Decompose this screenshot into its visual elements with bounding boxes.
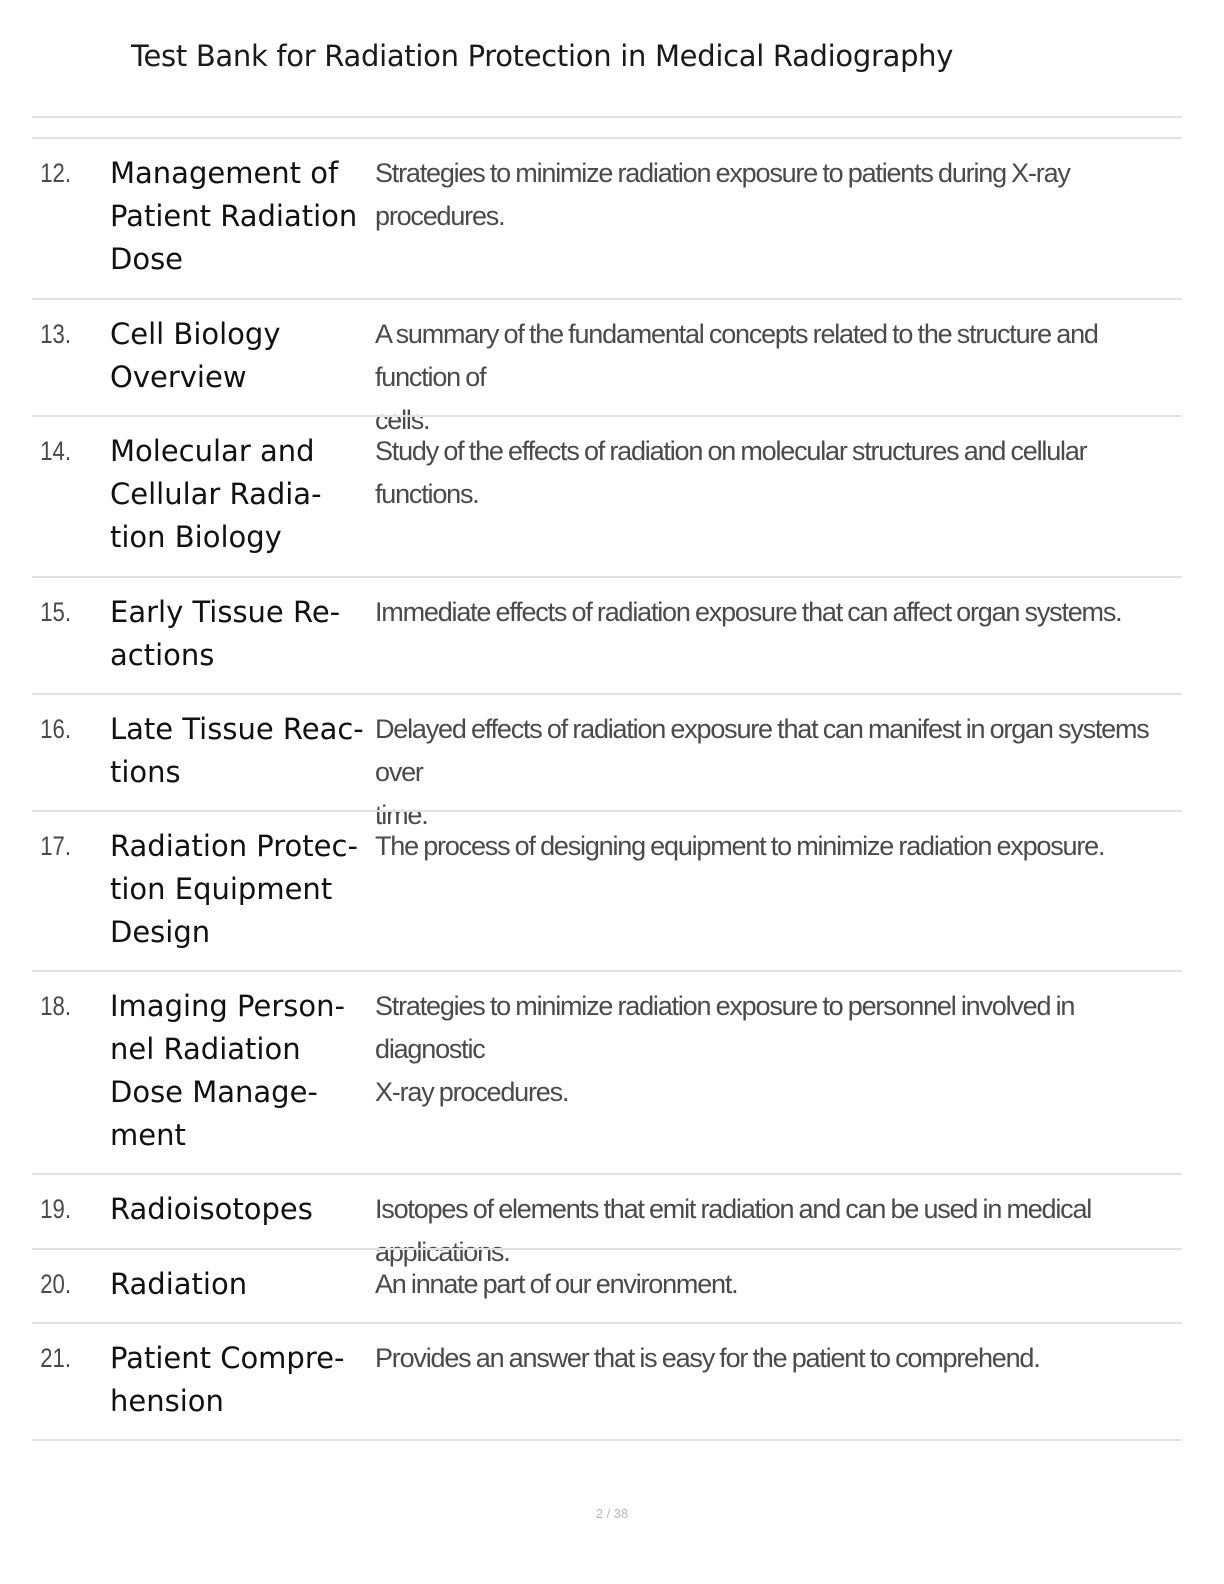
- term-number: 16.: [40, 714, 71, 744]
- term-definition: Strategies to minimize radiation exposure to patients during X-ray procedures.: [375, 158, 1070, 231]
- term-name: Radioisotopes: [110, 1192, 313, 1226]
- term-row: [32, 576, 1182, 693]
- term-definition: Delayed effects of radiation exposure that can manifest in organ systems over time.: [375, 714, 1149, 830]
- term-name: Radiation Protec- tion Equipment Design: [110, 829, 358, 949]
- term-name: Management of Patient Radiation Dose: [110, 156, 358, 276]
- term-row: [32, 1173, 1182, 1267]
- term-number: 14.: [40, 436, 71, 466]
- page-number: 2 / 38: [595, 1506, 629, 1521]
- term-row: [32, 1322, 1182, 1441]
- header-divider: [32, 116, 1182, 118]
- term-name: Molecular and Cellular Radia- tion Biology: [110, 434, 322, 554]
- term-name: Patient Compre- hension: [110, 1341, 345, 1418]
- term-row: [32, 693, 1182, 830]
- term-name: Cell Biology Overview: [110, 317, 281, 394]
- term-number: 12.: [40, 158, 71, 188]
- term-row: [32, 810, 1182, 970]
- term-number: 13.: [40, 319, 71, 349]
- term-name: Early Tissue Re- actions: [110, 595, 341, 672]
- document-title: Test Bank for Radiation Protection in Medical Radiography: [131, 39, 954, 73]
- term-row: [32, 970, 1182, 1173]
- term-definition: The process of designing equipment to minimize radiation exposure.: [375, 831, 1105, 861]
- term-table: [32, 137, 1182, 1441]
- term-definition: A summary of the fundamental concepts related to the structure and function of cells.: [375, 319, 1098, 435]
- term-definition: Immediate effects of radiation exposure that can affect organ systems.: [375, 597, 1122, 627]
- term-number: 17.: [40, 831, 71, 861]
- term-row: [32, 415, 1182, 576]
- term-number: 19.: [40, 1194, 71, 1224]
- term-row: [32, 298, 1182, 435]
- term-name: Radiation: [110, 1267, 248, 1301]
- term-number: 21.: [40, 1343, 71, 1373]
- term-definition: Provides an answer that is easy for the patient to comprehend.: [375, 1343, 1040, 1373]
- term-number: 15.: [40, 597, 71, 627]
- term-name: Imaging Person- nel Radiation Dose Manage- ment: [110, 989, 345, 1152]
- term-row: [32, 137, 1182, 298]
- term-number: 20.: [40, 1269, 71, 1299]
- term-definition: Isotopes of elements that emit radiation and can be used in medical applications.: [375, 1194, 1092, 1267]
- term-definition: Study of the effects of radiation on molecular structures and cellular functions.: [375, 436, 1087, 509]
- term-definition: An innate part of our environment.: [375, 1269, 738, 1299]
- term-definition: Strategies to minimize radiation exposure to personnel involved in diagnostic X-ray procedures.: [375, 991, 1075, 1107]
- term-number: 18.: [40, 991, 71, 1021]
- term-row: [32, 1248, 1182, 1322]
- term-name: Late Tissue Reac- tions: [110, 712, 364, 789]
